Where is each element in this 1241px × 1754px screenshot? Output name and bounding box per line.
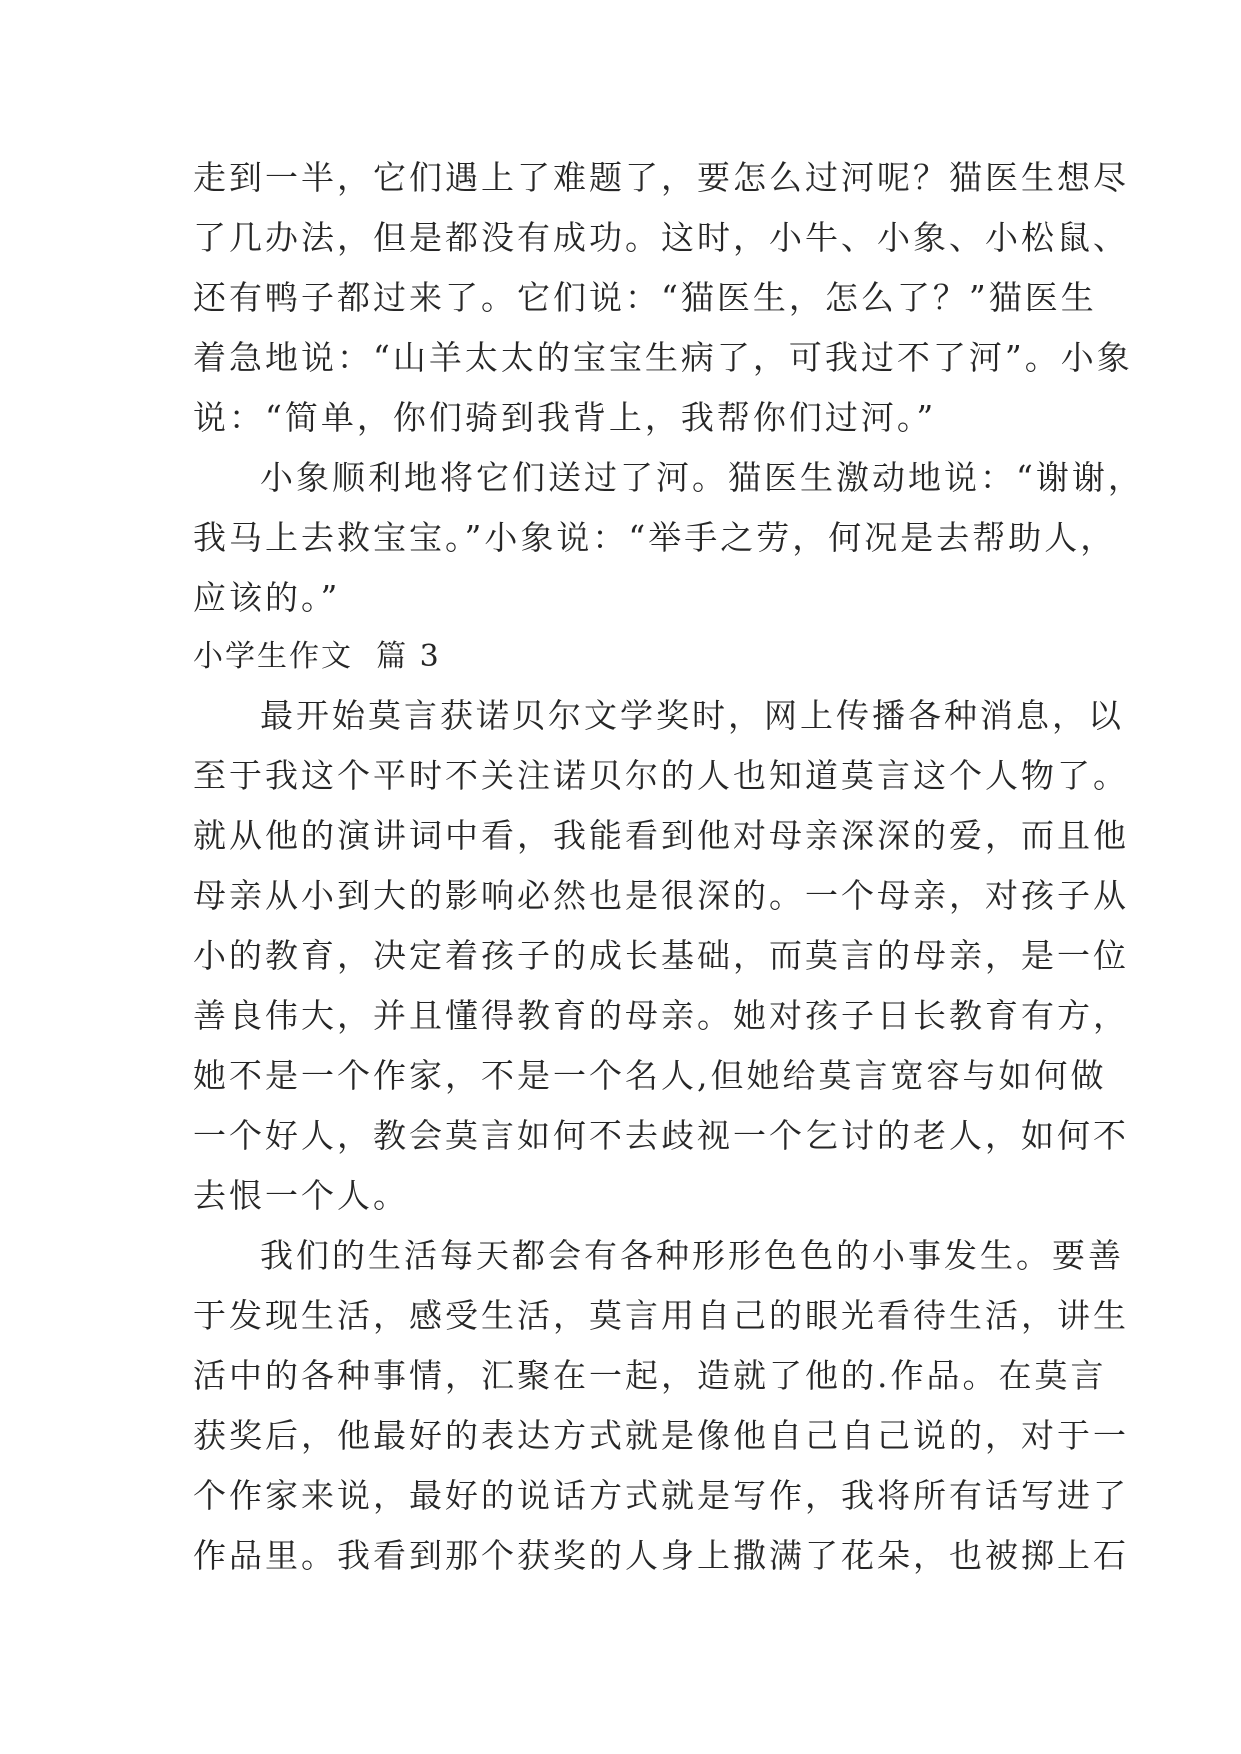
text-line: 至于我这个平时不关注诺贝尔的人也知道莫言这个人物了。 [193,756,1129,795]
text-line: 我们的生活每天都会有各种形形色色的小事发生。要善 [260,1236,1124,1275]
text-line: 了几办法，但是都没有成功。这时，小牛、小象、小松鼠、 [193,218,1129,257]
text-line: 个作家来说，最好的说话方式就是写作，我将所有话写进了 [193,1476,1129,1515]
paragraph [193,448,1144,628]
text-line: 说：“简单，你们骑到我背上，我帮你们过河。” [193,398,937,437]
text-line: 获奖后，他最好的表达方式就是像他自己自己说的，对于一 [193,1416,1129,1455]
text-line: 一个好人，教会莫言如何不去歧视一个乞讨的老人，如何不 [193,1116,1129,1155]
text-line: 走到一半，它们遇上了难题了，要怎么过河呢？猫医生想尽 [193,158,1129,197]
section-heading [193,628,1073,686]
paragraph [193,686,1129,1226]
text-line: 作品里。我看到那个获奖的人身上撒满了花朵，也被掷上石 [193,1536,1129,1575]
text-line: 我马上去救宝宝。”小象说：“举手之劳，何况是去帮助人， [193,518,1117,557]
text-line: 去恨一个人。 [193,1176,409,1215]
text-line: 母亲从小到大的影响必然也是很深的。一个母亲，对孩子从 [193,876,1129,915]
paragraph [193,148,1133,448]
text-line: 活中的各种事情，汇聚在一起，造就了他的.作品。在莫言 [193,1356,1107,1395]
text-line: 还有鸭子都过来了。它们说：“猫医生，怎么了？”猫医生 [193,278,1097,317]
text-line: 她不是一个作家，不是一个名人,但她给莫言宽容与如何做 [193,1056,1107,1095]
document-body [193,148,1144,1586]
text-line: 小的教育，决定着孩子的成长基础，而莫言的母亲，是一位 [193,936,1129,975]
text-line: 着急地说：“山羊太太的宝宝生病了，可我过不了河”。小象 [193,338,1133,377]
paragraph [193,1226,1129,1586]
text-line: 应该的。” [193,578,341,617]
heading-text: 小学生作文 篇 3 [193,639,441,674]
text-line: 善良伟大，并且懂得教育的母亲。她对孩子日长教育有方， [193,996,1129,1035]
text-line: 最开始莫言获诺贝尔文学奖时，网上传播各种消息，以 [260,696,1124,735]
text-line: 小象顺利地将它们送过了河。猫医生激动地说：“谢谢， [260,458,1144,497]
text-line: 就从他的演讲词中看，我能看到他对母亲深深的爱，而且他 [193,816,1129,855]
text-line: 于发现生活，感受生活，莫言用自己的眼光看待生活，讲生 [193,1296,1129,1335]
